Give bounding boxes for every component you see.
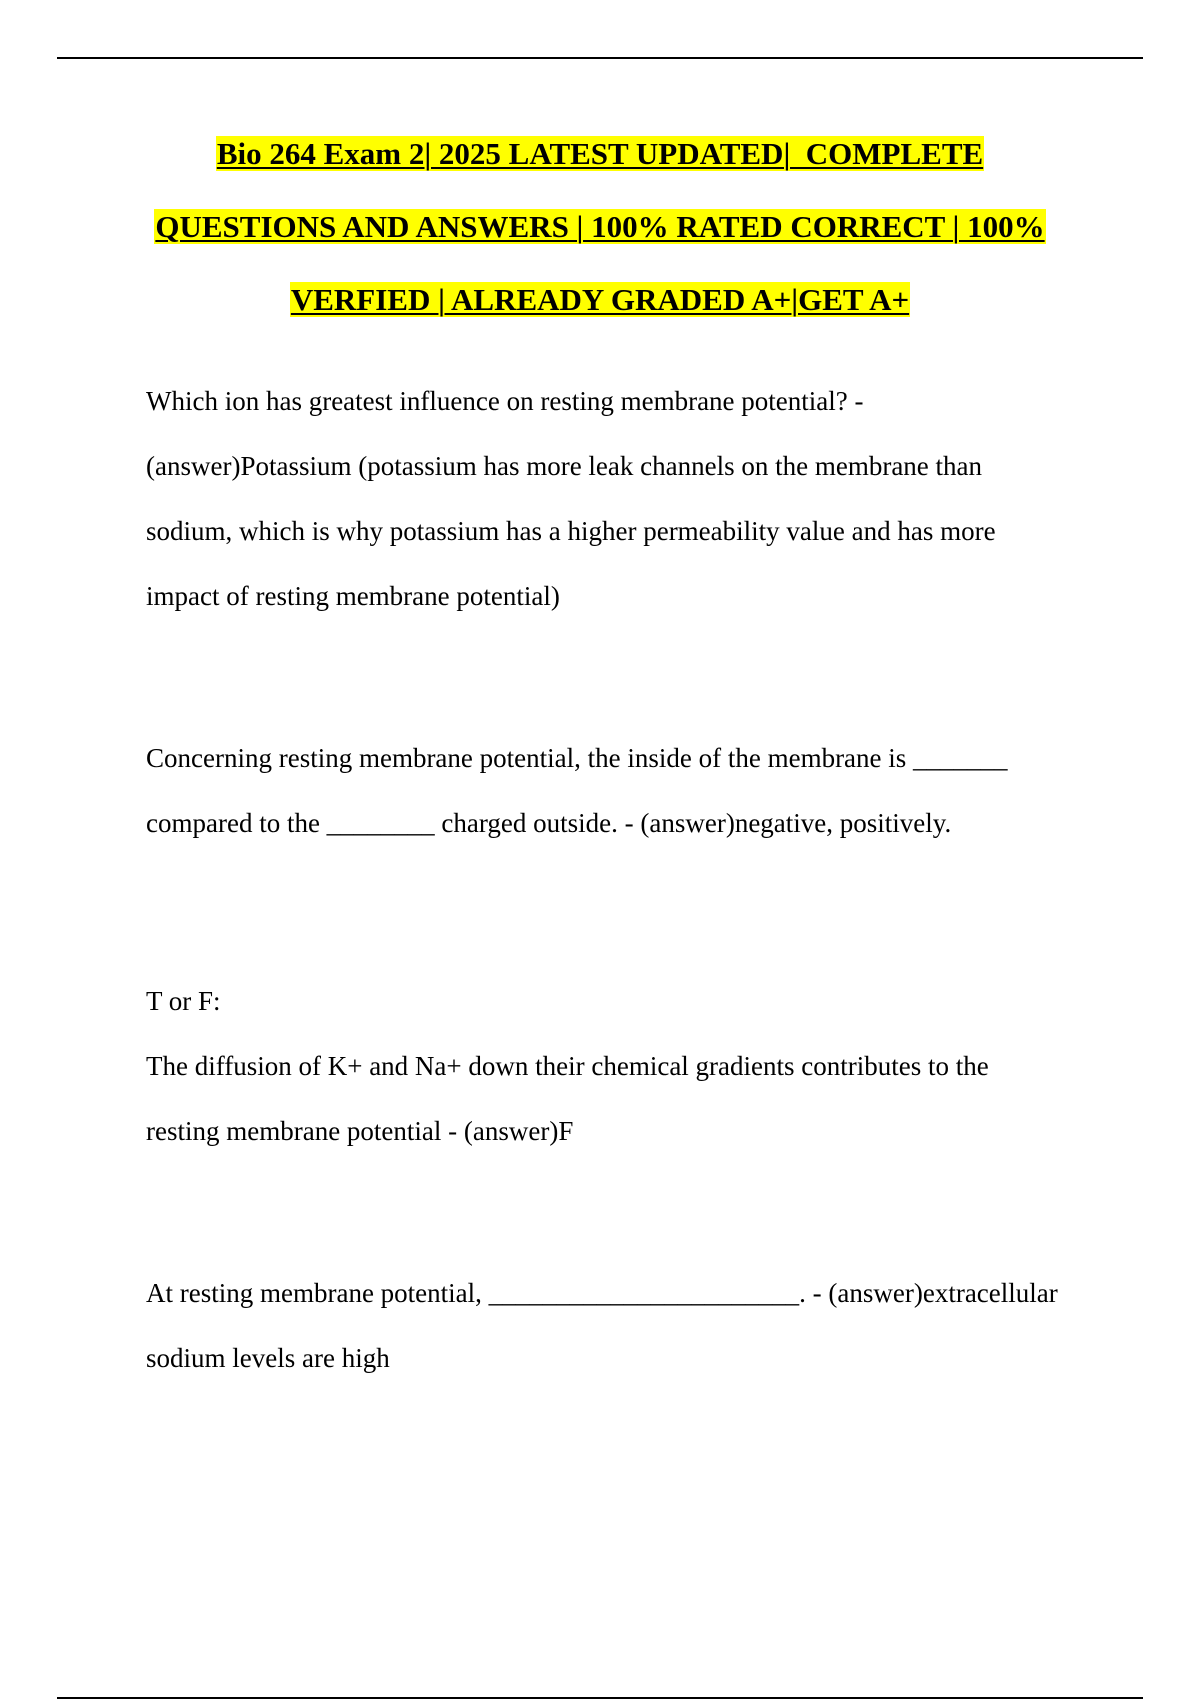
question-answer-1 bbox=[146, 369, 1106, 629]
qa-2-line-1: Concerning resting membrane potential, the inside of the membrane is _______ bbox=[146, 743, 1008, 773]
qa-1-line-4: impact of resting membrane potential) bbox=[146, 581, 560, 611]
qa-1-line-1: Which ion has greatest influence on resting membrane potential? - bbox=[146, 386, 864, 416]
qa-1-line-2: (answer)Potassium (potassium has more leak channels on the membrane than bbox=[146, 451, 983, 481]
question-answer-3 bbox=[146, 969, 1106, 1164]
title-line-3-text: VERFIED | ALREADY GRADED A+|GET A+ bbox=[290, 282, 910, 317]
title-line-2 bbox=[57, 207, 1143, 280]
document-title bbox=[57, 134, 1143, 353]
title-line-2-text: QUESTIONS AND ANSWERS | 100% RATED CORRECT | 100% bbox=[155, 209, 1045, 244]
title-line-3 bbox=[57, 280, 1143, 353]
qa-3-line-1: T or F: bbox=[146, 986, 221, 1016]
title-line-1 bbox=[57, 134, 1143, 207]
top-rule bbox=[57, 57, 1143, 59]
bottom-rule bbox=[57, 1697, 1143, 1699]
qa-3-line-3: resting membrane potential - (answer)F bbox=[146, 1116, 574, 1146]
question-answer-2 bbox=[146, 726, 1106, 856]
title-line-1-text: Bio 264 Exam 2| 2025 LATEST UPDATED| COMPLETE bbox=[216, 136, 984, 171]
question-answer-4 bbox=[146, 1261, 1106, 1391]
qa-4-line-2: sodium levels are high bbox=[146, 1343, 390, 1373]
qa-2-line-2: compared to the ________ charged outside. - (answer)negative, positively. bbox=[146, 808, 952, 838]
qa-4-line-1: At resting membrane potential, _______________________. - (answer)extracellular bbox=[146, 1278, 1058, 1308]
qa-3-line-2: The diffusion of K+ and Na+ down their chemical gradients contributes to the bbox=[146, 1051, 989, 1081]
qa-1-line-3: sodium, which is why potassium has a higher permeability value and has more bbox=[146, 516, 996, 546]
